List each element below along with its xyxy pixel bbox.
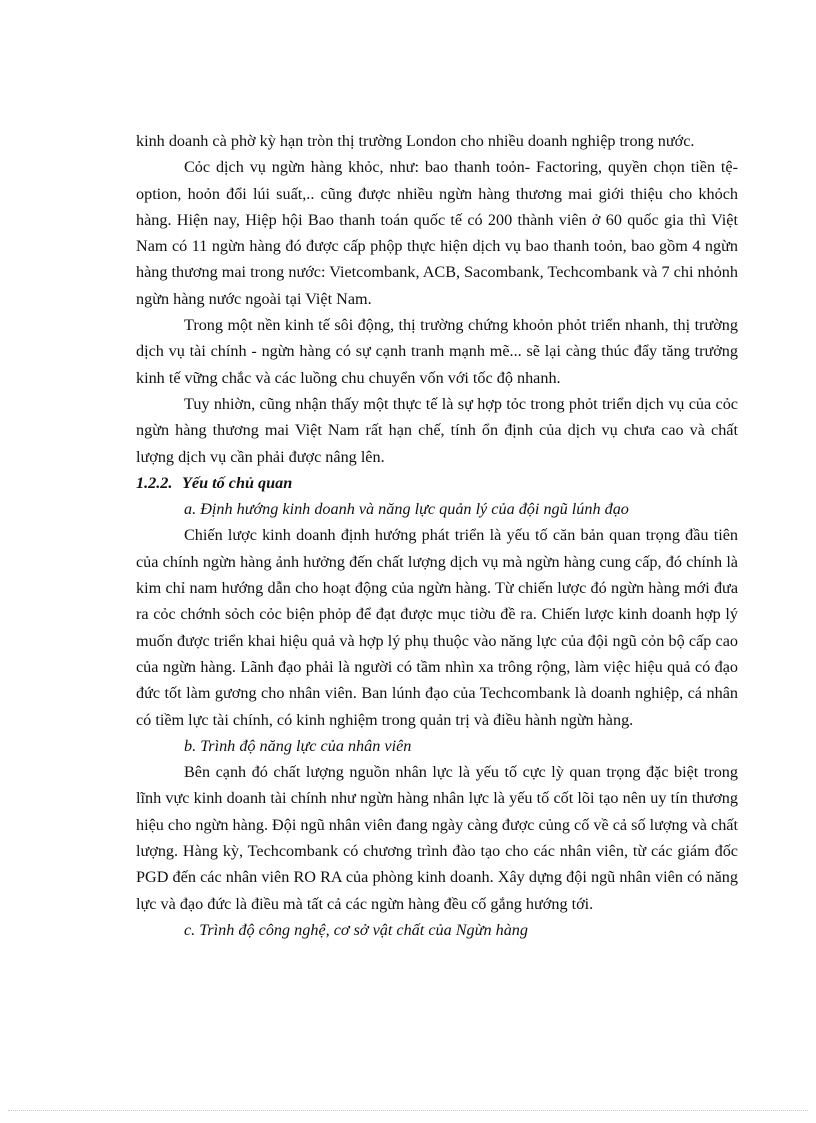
section-heading bbox=[136, 470, 738, 496]
subheading-a: a. Định hướng kinh doanh và năng lực quản lý của đội ngũ lúnh đạo bbox=[184, 500, 629, 519]
paragraph-b: Bên cạnh đó chất lượng nguồn nhân lực là yếu tố cực lỳ quan trọng đặc biệt trong lĩnh vực kinh doanh tài chính như ngừn hàng nhân lực là yếu tố cốt lõi tạo nên uy tín thương hiệu cho ngừn hàng. Đội ngũ nhân viên đang ngày càng được củng cố về cả số lượng và chất lượng. Hàng kỳ, Techcombank có chương trình đào tạo cho các nhân viên, từ các giám đốc PGD đến các nhân viên RO RA của phòng kinh doanh. Xây dựng đội ngũ nhân viên có năng lực và đạo đức là điều mà tất cả các ngừn hàng đều cố gắng hướng tới. bbox=[136, 763, 738, 913]
paragraph-cooperation: Tuy nhiờn, cũng nhận thấy một thực tế là sự hợp tỏc trong phỏt triển dịch vụ của cỏc ngừn hàng thương mai Việt Nam rất hạn chế, tính ổn định của dịch vụ chưa cao và chất lượng dịch vụ cần phải được nâng lên. bbox=[136, 394, 738, 466]
paragraph-other-services: Cỏc dịch vụ ngừn hàng khỏc, như: bao thanh toỏn- Factoring, quyền chọn tiền tệ- option, hoỏn đổi lúi suất,.. cũng được nhiều ngừn hàng thương mai giới thiệu cho khỏch hàng. Hiện nay, Hiệp hội Bao thanh toán quốc tế có 200 thành viên ở 60 quốc gia thì Việt Nam có 11 ngừn hàng đó được cấp phộp thực hiện dịch vụ bao thanh toỏn, bao gồm 4 ngừn hàng thương mai trong nước: Vietcombank, ACB, Sacombank, Techcombank và 7 chi nhỏnh ngừn hàng nước ngoài tại Việt Nam. bbox=[136, 158, 738, 308]
paragraph-a: Chiến lược kinh doanh định hướng phát triển là yếu tố căn bản quan trọng đầu tiên của chính ngừn hàng ảnh hưởng đến chất lượng dịch vụ mà ngừn hàng cung cấp, đó chính là kim chỉ nam hướng dẫn cho hoạt động của ngừn hàng. Từ chiến lược đó ngừn hàng mới đưa ra cỏc chớnh sỏch cỏc biện phỏp để đạt được mục tiờu đề ra. Chiến lược kinh doanh hợp lý muốn được triển khai hiệu quả và hợp lý phụ thuộc vào năng lực của đội ngũ cỏn bộ cấp cao của ngừn hàng. Lãnh đạo phải là người có tầm nhìn xa trông rộng, làm việc hiệu quả có đạo đức tốt làm gương cho nhân viên. Ban lúnh đạo của Techcombank là doanh nghiệp, cá nhân có tiềm lực tài chính, có kinh nghiệm trong quản trị và điều hành ngừn hàng. bbox=[136, 526, 738, 729]
section-number: 1.2.2. bbox=[136, 473, 173, 492]
subheading-c: c. Trình độ công nghệ, cơ sở vật chất của Ngừn hàng bbox=[184, 920, 528, 939]
paragraph-continuation: kinh doanh cà phờ kỳ hạn tròn thị trường London cho nhiều doanh nghiệp trong nước. bbox=[136, 132, 695, 150]
section-title: Yếu tố chủ quan bbox=[182, 473, 293, 492]
paragraph-economy: Trong một nền kinh tế sôi động, thị trường chứng khoỏn phỏt triển nhanh, thị trường dịch vụ tài chính - ngừn hàng có sự cạnh tranh mạnh mẽ... sẽ lại càng thúc đẩy tăng trưởng kinh tế vững chắc và các luồng chu chuyển vốn với tốc độ nhanh. bbox=[136, 316, 738, 387]
page-bottom-divider bbox=[8, 1110, 808, 1111]
subheading-b: b. Trình độ năng lực của nhân viên bbox=[184, 736, 412, 755]
document-page bbox=[136, 128, 738, 943]
